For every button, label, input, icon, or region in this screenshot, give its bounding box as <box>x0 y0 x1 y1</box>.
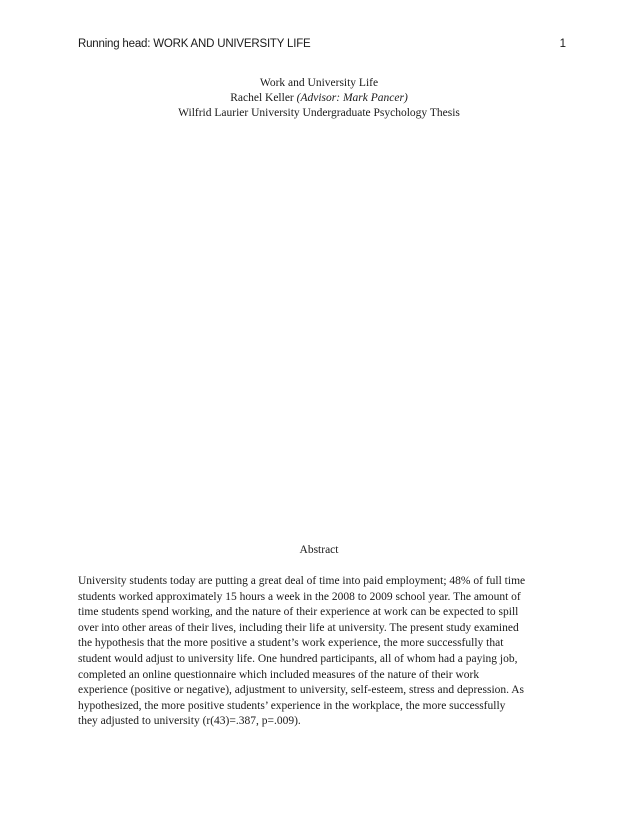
abstract-line: students worked approximately 15 hours a week in the 2008 to 2009 school year. The amount of <box>78 590 521 603</box>
paper-title: Work and University Life <box>259 77 379 89</box>
abstract-line: they adjusted to university (r(43)=.387, p=.009). <box>78 715 301 728</box>
abstract-line: completed an online questionnaire which included measures of the nature of their work <box>78 668 480 681</box>
abstract-line: hypothesized, the more positive students’ experience in the workplace, the more successfully <box>78 699 506 712</box>
abstract-line: student would adjust to university life. One hundred participants, all of whom had a paying job, <box>78 652 518 665</box>
page-number: 1 <box>559 38 566 50</box>
abstract-line: time students spend working, and the nature of their experience at work can be expected to spill <box>78 606 519 619</box>
advisor-name: (Advisor: Mark Pancer) <box>296 92 408 104</box>
abstract-heading: Abstract <box>299 544 339 556</box>
title-block <box>0 76 638 121</box>
abstract-line: University students today are putting a great deal of time into paid employment; 48% of full time <box>78 575 526 587</box>
institution: Wilfrid Laurier University Undergraduate Psychology Thesis <box>178 107 460 119</box>
abstract-line: experience (positive or negative), adjustment to university, self-esteem, stress and depression. As <box>78 684 525 697</box>
running-head: Running head: WORK AND UNIVERSITY LIFE <box>78 38 311 50</box>
author-line <box>0 91 638 106</box>
author-name: Rachel Keller <box>230 92 294 104</box>
abstract-line: the hypothesis that the more positive a student’s work experience, the more successfully that <box>78 637 504 650</box>
abstract-body <box>78 574 568 730</box>
abstract-line: over into other areas of their lives, including their life at university. The present study examined <box>78 621 519 634</box>
